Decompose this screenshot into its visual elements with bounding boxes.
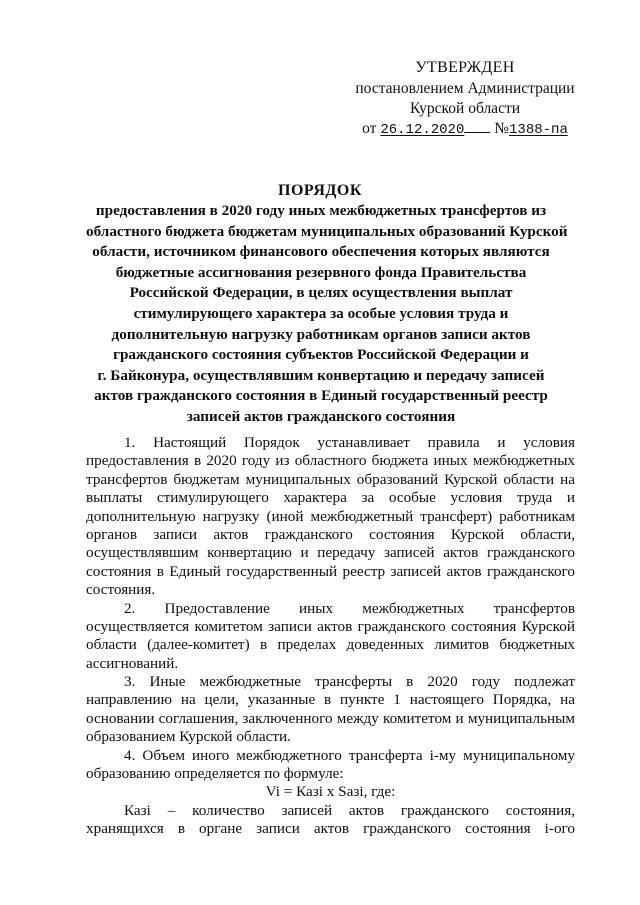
subtitle-line: стимулирующего характера за особые условия труда и — [133, 304, 509, 322]
approved-heading: УТВЕРЖДЕН — [415, 59, 515, 76]
body-line: 4. Объем иного межбюджетного трансферта i-му муниципальному — [124, 746, 575, 764]
body-line: 3. Иные межбюджетные трансферты в 2020 году подлежат — [124, 673, 575, 691]
approval-stamp — [340, 58, 590, 140]
body-line: состояния в Единый государственный реестр записей актов гражданского — [86, 562, 575, 580]
formula-line: Vi = Казi х Sазi, где: — [265, 783, 396, 801]
subtitle-line: дополнительную нагрузку работникам органов записи актов — [111, 325, 531, 343]
body-line: образованием Курской области. — [86, 728, 291, 746]
body-line: хранящихся в органе записи актов гражданского состояния i-ого — [86, 820, 575, 838]
body-line: 1. Настоящий Порядок устанавливает правила и условия — [124, 434, 575, 451]
body-line: направлению на цели, указанные в пункте 1 настоящего Порядка, на — [86, 691, 575, 709]
body-line: состояния. — [86, 581, 156, 599]
subtitle-line: Российской Федерации, в целях осуществления выплат — [129, 284, 513, 302]
subtitle-line: области, источником финансового обеспечения которых являются — [92, 243, 550, 261]
document-body — [86, 434, 575, 839]
approval-line-1: постановлением Администрации — [355, 80, 575, 97]
body-line: выплаты стимулирующего характера за особые условия труда и — [86, 489, 575, 507]
body-line: трансфертов бюджетам муниципальных образований Курской области на — [86, 470, 575, 488]
body-line: органов записи актов гражданского состояния Курской области, — [86, 525, 575, 543]
body-line: Казi – количество записей актов гражданского состояния, — [124, 801, 575, 819]
approval-line-2: Курской области — [409, 100, 521, 117]
document-subtitle — [86, 201, 568, 428]
body-line: дополнительную нагрузку (иной межбюджетный трансферт) работникам — [86, 507, 575, 525]
number-sign: № — [494, 120, 510, 137]
body-line: предоставления в 2020 году из областного бюджета иных межбюджетных — [86, 452, 575, 470]
approval-date: 26.12.2020 — [380, 122, 465, 138]
subtitle-line: гражданского состояния субъектов Российской Федерации и — [113, 346, 529, 364]
body-line: осуществляется комитетом записи актов гражданского состояния Курской — [86, 617, 575, 635]
subtitle-line: предоставления в 2020 году иных межбюджетных трансфертов из — [95, 202, 547, 219]
subtitle-line: областного бюджета бюджетам муниципальных образований Курской — [86, 222, 568, 240]
document-title: ПОРЯДОК — [278, 182, 362, 199]
from-label: от — [362, 120, 377, 137]
body-line: осуществлявшим конвертацию и передачу записей актов гражданского — [86, 544, 575, 562]
approval-date-number — [340, 119, 590, 140]
body-line: области (далее-комитет) в пределах доведенных лимитов бюджетных — [86, 636, 575, 654]
body-line: основании соглашения, заключенного между комитетом и муниципальным — [86, 709, 575, 727]
body-line: ассигнований. — [86, 654, 179, 672]
approval-number: 1388-па — [509, 122, 568, 138]
subtitle-line: г. Байконура, осуществлявшим конвертацию и передачу записей — [97, 366, 545, 384]
date-underline — [464, 120, 490, 133]
subtitle-line: записей актов гражданского состояния — [186, 407, 456, 425]
subtitle-line: бюджетные ассигнования резервного фонда Правительства — [115, 263, 527, 281]
body-line: образованию определяется по формуле: — [86, 765, 344, 783]
subtitle-line: актов гражданского состояния в Единый государственный реестр — [94, 387, 548, 405]
body-line: 2. Предоставление иных межбюджетных трансфертов — [124, 599, 575, 617]
